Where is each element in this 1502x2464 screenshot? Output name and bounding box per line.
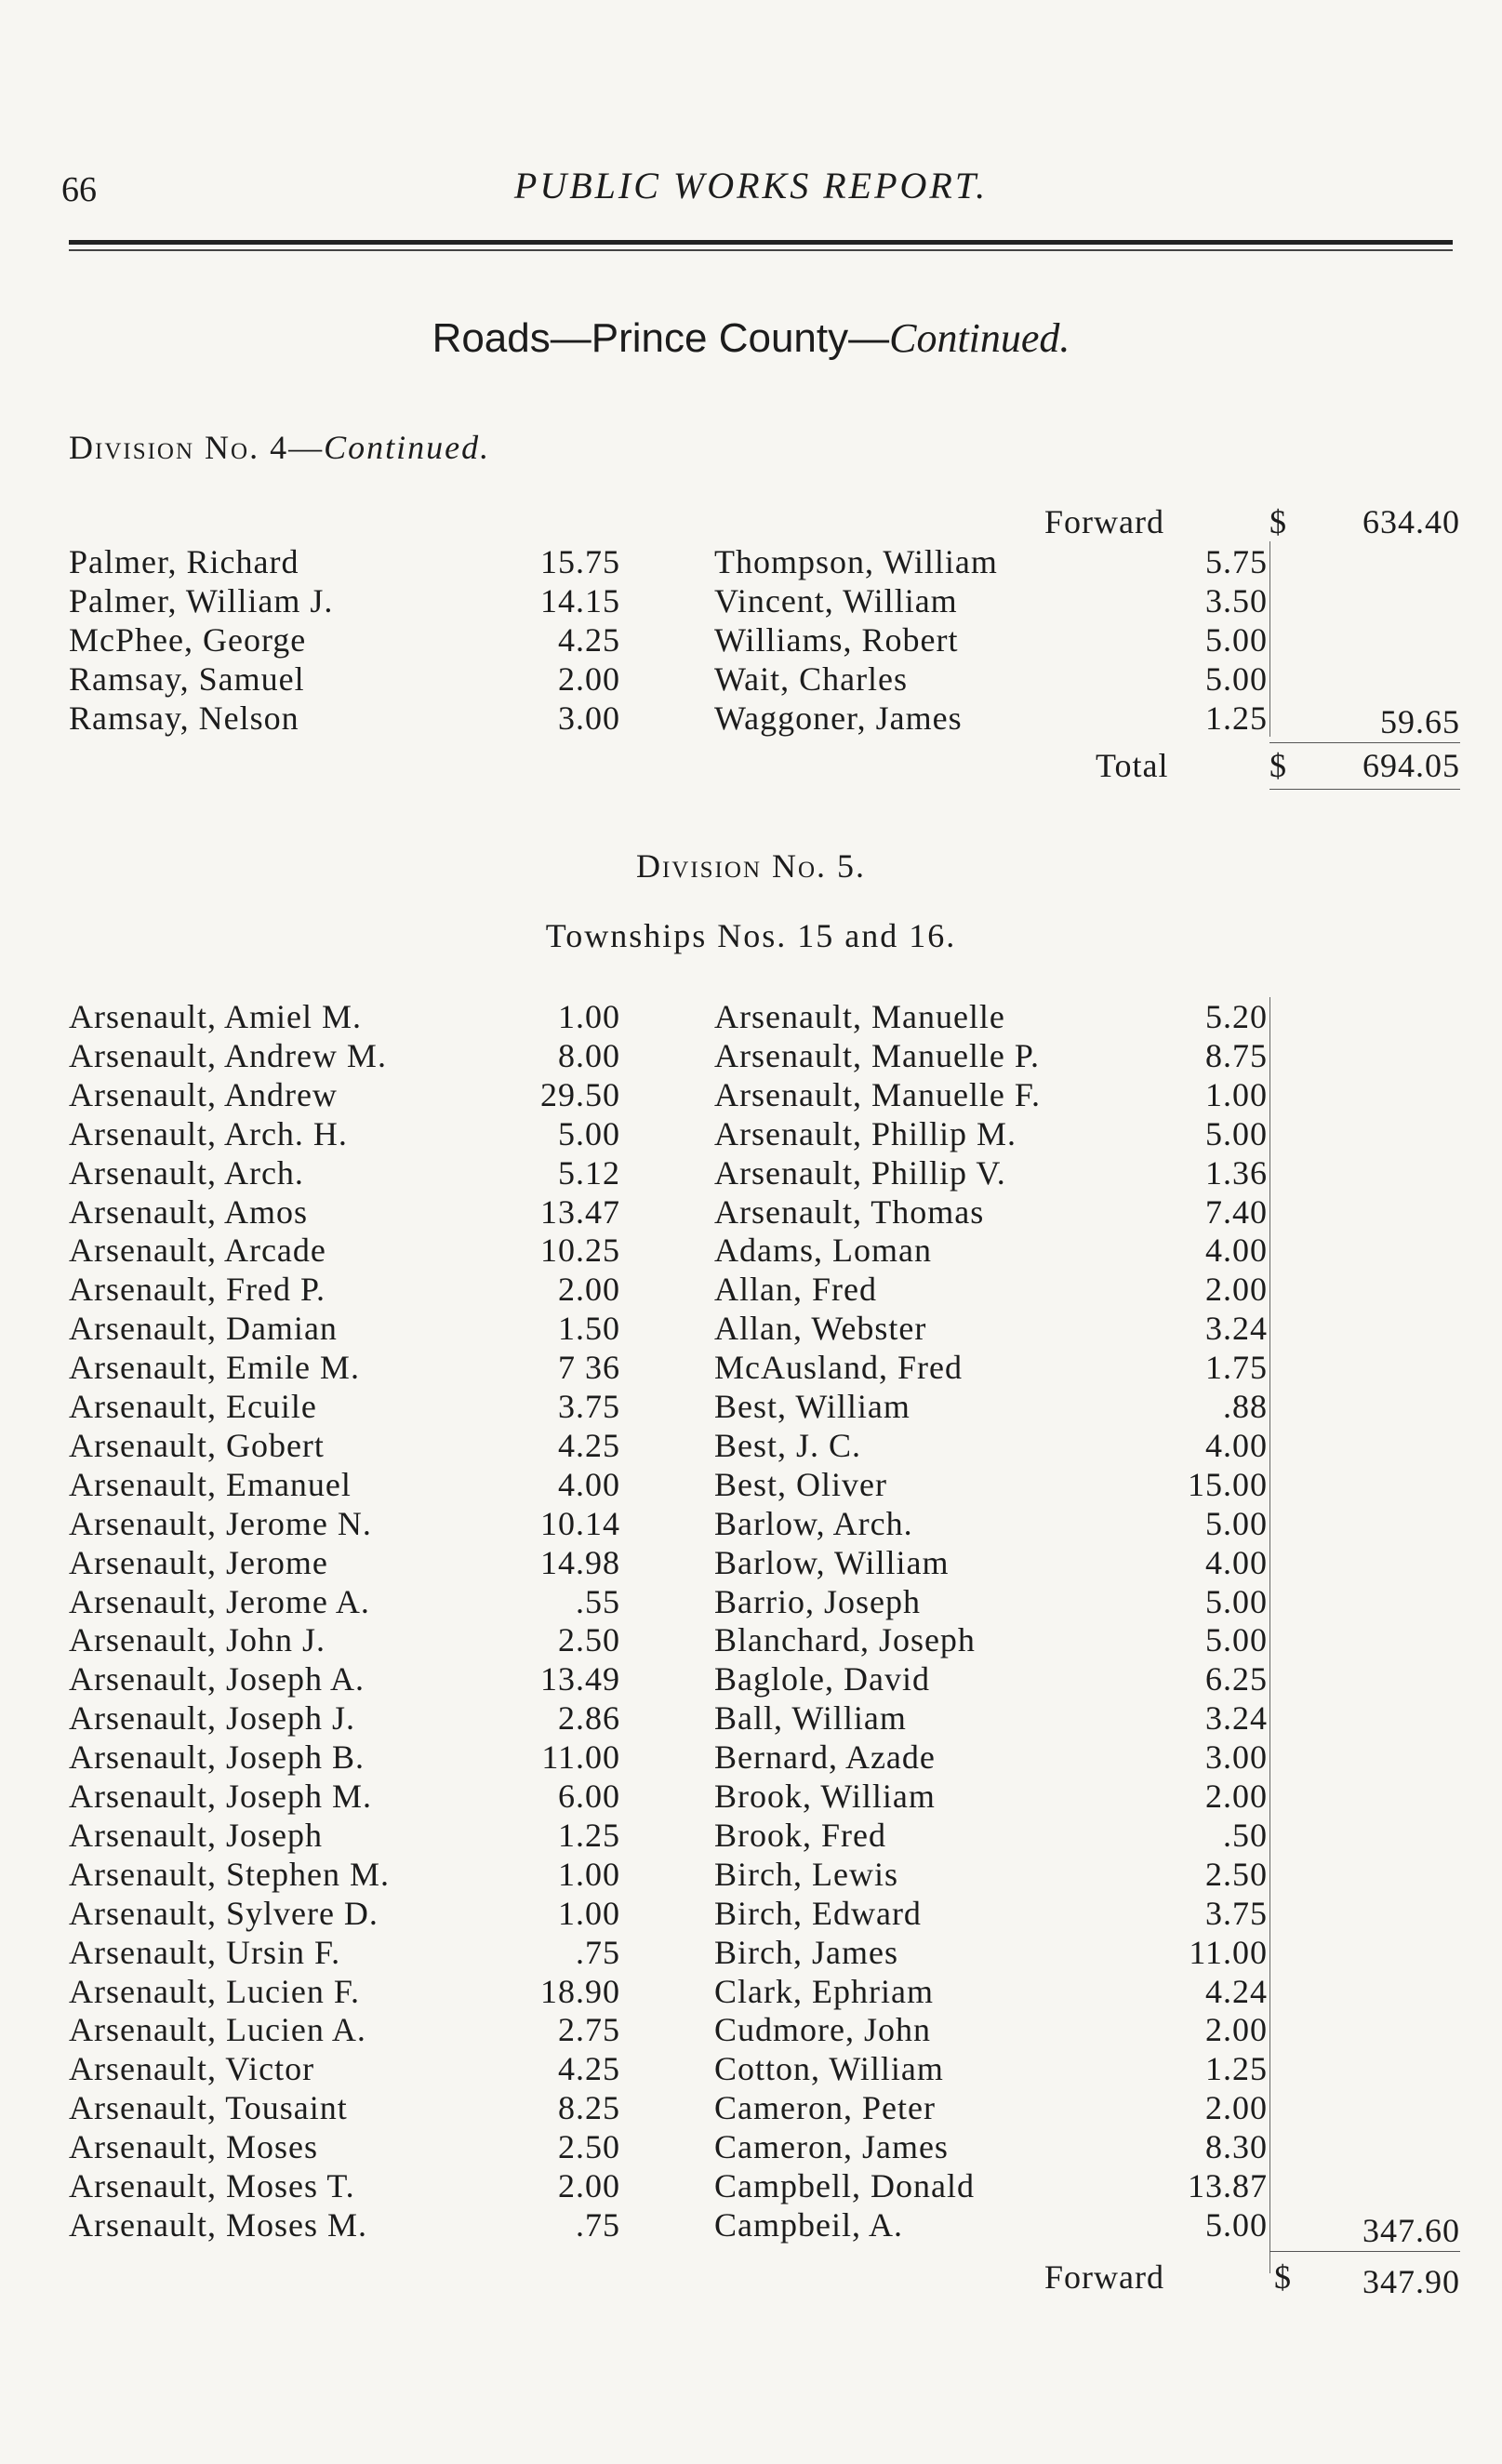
table-row-name: Arsenault, Thomas <box>714 1192 985 1231</box>
table-row-name: Best, J. C. <box>714 1426 862 1464</box>
table-row-name: Ball, William <box>714 1699 907 1738</box>
section-title <box>0 314 1502 362</box>
table-row-name: Arsenault, Joseph A. <box>69 1660 365 1698</box>
table-row-name: Arsenault, Arch. H. <box>69 1114 348 1152</box>
table-row-name: Brook, William <box>714 1778 936 1815</box>
table-row-name: Arsenault, Lucien F. <box>69 1972 361 2010</box>
table-row-amount: 1.00 <box>558 998 620 1035</box>
division4-total-rule <box>1269 742 1460 743</box>
division4-forward-amount: 634.40 <box>1362 503 1460 540</box>
table-row-amount: 3.00 <box>558 699 620 737</box>
table-row-name: Waggoner, James <box>714 699 963 737</box>
table-row-name: Ramsay, Samuel <box>69 660 305 698</box>
table-row-amount: 3.75 <box>558 1388 620 1425</box>
division4-heading <box>69 428 490 467</box>
table-row-name: Arsenault, Stephen M. <box>69 1855 390 1893</box>
section-title-continued: Continued. <box>889 315 1070 361</box>
table-row-amount: 5.00 <box>1205 621 1268 659</box>
table-row-name: Baglole, David <box>714 1660 930 1698</box>
division5-heading: Division No. 5. <box>635 847 867 885</box>
table-row-name: Arsenault, Victor <box>69 2050 315 2088</box>
table-row-amount: 2.00 <box>558 1271 620 1309</box>
division5-subtotal-rule <box>1269 2251 1460 2252</box>
table-row-name: Arsenault, Sylvere D. <box>69 1894 379 1932</box>
table-row-name: Brook, Fred <box>714 1816 886 1854</box>
table-row-name: Williams, Robert <box>714 621 959 659</box>
table-row-amount: 4.25 <box>558 621 620 659</box>
table-row-name: McPhee, George <box>69 621 307 659</box>
table-row-name: Arsenault, Phillip M. <box>714 1114 1017 1152</box>
table-row-name: Arsenault, Manuelle <box>714 998 1005 1035</box>
table-row-amount: 1.36 <box>1205 1153 1268 1192</box>
running-title: PUBLIC WORKS REPORT. <box>513 165 989 206</box>
table-row-name: Arsenault, Joseph M. <box>69 1778 372 1815</box>
table-row-name: Arsenault, Gobert <box>69 1426 325 1464</box>
table-row-name: Birch, Edward <box>714 1894 922 1932</box>
table-row-name: Birch, Lewis <box>714 1855 898 1893</box>
table-row-amount: 5.20 <box>1205 998 1268 1035</box>
table-row-name: Bernard, Azade <box>714 1738 936 1777</box>
table-row-name: Cameron, Peter <box>714 2089 936 2127</box>
table-row-name: Arsenault, Joseph B. <box>69 1738 365 1777</box>
table-row-amount: 1.50 <box>558 1310 620 1348</box>
table-row-amount: 4.00 <box>1205 1232 1268 1270</box>
table-row-amount: 6.25 <box>1205 1660 1268 1698</box>
table-row-name: Wait, Charles <box>714 660 909 698</box>
table-row-amount: 8.00 <box>558 1036 620 1074</box>
table-row-name: Allan, Fred <box>714 1271 877 1309</box>
division4-total-label: Total <box>1096 747 1169 784</box>
division5-column-rule <box>1269 997 1270 2273</box>
table-row-amount: 7 36 <box>558 1349 620 1387</box>
table-row-name: Cudmore, John <box>714 2011 931 2049</box>
table-row-name: Arsenault, Ursin F. <box>69 1933 341 1971</box>
table-row-amount: 2.00 <box>1205 1271 1268 1309</box>
table-row-amount: 1.75 <box>1205 1349 1268 1387</box>
table-row-amount: 10.25 <box>540 1232 620 1270</box>
table-row-amount: 5.00 <box>1205 1504 1268 1542</box>
division4-total-dollar: $ <box>1269 747 1287 784</box>
table-row-amount: .75 <box>576 2205 620 2244</box>
table-row-amount: 8.25 <box>558 2089 620 2127</box>
table-row-amount: 4.00 <box>558 1465 620 1503</box>
table-row-name: Arsenault, Ecuile <box>69 1388 317 1425</box>
table-row-amount: 11.00 <box>1189 1933 1268 1971</box>
table-row-amount: 10.14 <box>540 1504 620 1542</box>
table-row-amount: 5.75 <box>1205 543 1268 580</box>
table-row-name: Arsenault, Manuelle F. <box>714 1075 1042 1113</box>
table-row-amount: 4.24 <box>1205 1972 1268 2010</box>
table-row-amount: 13.49 <box>540 1660 620 1698</box>
table-row-name: Arsenault, Amiel M. <box>69 998 362 1035</box>
table-row-name: Blanchard, Joseph <box>714 1621 976 1659</box>
table-row-amount: 2.00 <box>1205 2089 1268 2127</box>
page-number: 66 <box>61 170 97 209</box>
table-row-amount: 3.24 <box>1205 1310 1268 1348</box>
table-row-amount: 14.98 <box>540 1543 620 1581</box>
table-row-name: Arsenault, Moses <box>69 2128 318 2166</box>
division4-heading-continued: Continued. <box>324 429 491 466</box>
table-row-amount: 7.40 <box>1205 1192 1268 1231</box>
table-row-name: Thompson, William <box>714 543 998 580</box>
table-row-amount: 18.90 <box>540 1972 620 2010</box>
division4-forward-dollar: $ <box>1269 503 1287 540</box>
table-row-name: Arsenault, Arch. <box>69 1153 304 1192</box>
table-row-name: Arsenault, Andrew M. <box>69 1036 387 1074</box>
table-row-amount: 13.47 <box>540 1192 620 1231</box>
table-row-amount: 3.50 <box>1205 582 1268 619</box>
table-row-name: Arsenault, Manuelle P. <box>714 1036 1040 1074</box>
table-row-name: Arsenault, Andrew <box>69 1075 338 1113</box>
division5-forward-amount: 347.90 <box>1362 2263 1460 2300</box>
table-row-name: Arsenault, Joseph <box>69 1816 323 1854</box>
table-row-amount: 4.25 <box>558 1426 620 1464</box>
table-row-name: Arsenault, Moses M. <box>69 2205 367 2244</box>
table-row-name: Best, Oliver <box>714 1465 887 1503</box>
table-row-name: Arsenault, Moses T. <box>69 2167 355 2204</box>
table-row-amount: 3.00 <box>1205 1738 1268 1777</box>
table-row-name: Ramsay, Nelson <box>69 699 299 737</box>
table-row-amount: 5.00 <box>1205 1621 1268 1659</box>
table-row-name: Clark, Ephriam <box>714 1972 934 2010</box>
table-row-amount: 4.00 <box>1205 1426 1268 1464</box>
table-row-amount: .75 <box>576 1933 620 1971</box>
table-row-name: Vincent, William <box>714 582 958 619</box>
table-row-amount: 2.00 <box>1205 2011 1268 2049</box>
table-row-amount: 1.25 <box>1205 699 1268 737</box>
division4-heading-text: Division No. 4— <box>69 429 325 466</box>
table-row-amount: 2.50 <box>558 2128 620 2166</box>
table-row-amount: 1.00 <box>558 1855 620 1893</box>
table-row-name: Best, William <box>714 1388 911 1425</box>
header-rule-thin <box>69 249 1453 251</box>
table-row-name: Barrio, Joseph <box>714 1582 921 1620</box>
table-row-amount: 15.00 <box>1188 1465 1268 1503</box>
header-rule <box>69 240 1453 245</box>
table-row-name: Arsenault, Arcade <box>69 1232 326 1270</box>
table-row-amount: 2.50 <box>1205 1855 1268 1893</box>
table-row-amount: 5.00 <box>1205 1114 1268 1152</box>
table-row-name: Arsenault, Emile M. <box>69 1349 360 1387</box>
table-row-name: Campbell, Donald <box>714 2167 975 2204</box>
table-row-amount: 6.00 <box>558 1778 620 1815</box>
table-row-amount: 13.87 <box>1188 2167 1268 2204</box>
table-row-amount: 1.00 <box>558 1894 620 1932</box>
table-row-amount: 5.00 <box>1205 2205 1268 2244</box>
table-row-amount: 2.50 <box>558 1621 620 1659</box>
division5-subtotal: 347.60 <box>1362 2212 1460 2249</box>
table-row-amount: .50 <box>1223 1816 1268 1854</box>
table-row-amount: 14.15 <box>540 582 620 619</box>
table-row-name: Arsenault, Fred P. <box>69 1271 326 1309</box>
table-row-name: Cotton, William <box>714 2050 944 2088</box>
table-row-amount: 15.75 <box>540 543 620 580</box>
division4-total-amount: 694.05 <box>1362 747 1460 784</box>
table-row-name: Arsenault, Damian <box>69 1310 338 1348</box>
table-row-amount: .55 <box>576 1582 620 1620</box>
table-row-amount: 2.75 <box>558 2011 620 2049</box>
division5-forward-label: Forward <box>1044 2258 1164 2296</box>
table-row-amount: 5.00 <box>558 1114 620 1152</box>
table-row-name: Palmer, Richard <box>69 543 299 580</box>
table-row-amount: 8.30 <box>1205 2128 1268 2166</box>
table-row-amount: 11.00 <box>541 1738 620 1777</box>
table-row-name: Arsenault, Lucien A. <box>69 2011 366 2049</box>
table-row-amount: 4.25 <box>558 2050 620 2088</box>
section-title-main: Roads—Prince County— <box>432 315 890 361</box>
table-row-amount: 8.75 <box>1205 1036 1268 1074</box>
table-row-name: Birch, James <box>714 1933 898 1971</box>
table-row-amount: 1.00 <box>1205 1075 1268 1113</box>
table-row-name: Arsenault, Tousaint <box>69 2089 348 2127</box>
table-row-name: Arsenault, Amos <box>69 1192 308 1231</box>
table-row-name: Arsenault, Joseph J. <box>69 1699 355 1738</box>
table-row-name: Arsenault, Jerome A. <box>69 1582 370 1620</box>
division5-subheading: Townships Nos. 15 and 16. <box>545 917 957 954</box>
table-row-amount: 2.00 <box>1205 1778 1268 1815</box>
division5-forward-dollar: $ <box>1274 2258 1292 2296</box>
table-row-name: Arsenault, John J. <box>69 1621 326 1659</box>
table-row-name: Arsenault, Phillip V. <box>714 1153 1006 1192</box>
table-row-amount: 1.25 <box>558 1816 620 1854</box>
table-row-name: Barlow, William <box>714 1543 950 1581</box>
table-row-name: McAusland, Fred <box>714 1349 963 1387</box>
table-row-name: Arsenault, Jerome N. <box>69 1504 372 1542</box>
table-row-name: Arsenault, Emanuel <box>69 1465 352 1503</box>
table-row-amount: 29.50 <box>540 1075 620 1113</box>
table-row-name: Cameron, James <box>714 2128 949 2166</box>
table-row-name: Palmer, William J. <box>69 582 334 619</box>
table-row-name: Arsenault, Jerome <box>69 1543 328 1581</box>
table-row-amount: 5.00 <box>1205 660 1268 698</box>
division4-column-rule <box>1269 541 1270 737</box>
table-row-amount: 5.00 <box>1205 1582 1268 1620</box>
division4-total-underline <box>1269 789 1460 790</box>
table-row-amount: .88 <box>1223 1388 1268 1425</box>
table-row-name: Campbeil, A. <box>714 2205 903 2244</box>
table-row-amount: 2.00 <box>558 2167 620 2204</box>
table-row-amount: 4.00 <box>1205 1543 1268 1581</box>
table-row-amount: 3.75 <box>1205 1894 1268 1932</box>
table-row-name: Adams, Loman <box>714 1232 932 1270</box>
table-row-name: Allan, Webster <box>714 1310 927 1348</box>
table-row-amount: 1.25 <box>1205 2050 1268 2088</box>
division4-subtotal: 59.65 <box>1380 703 1460 740</box>
table-row-name: Barlow, Arch. <box>714 1504 913 1542</box>
table-row-amount: 5.12 <box>558 1153 620 1192</box>
division4-forward-label: Forward <box>1044 503 1164 540</box>
table-row-amount: 2.00 <box>558 660 620 698</box>
table-row-amount: 3.24 <box>1205 1699 1268 1738</box>
table-row-amount: 2.86 <box>558 1699 620 1738</box>
